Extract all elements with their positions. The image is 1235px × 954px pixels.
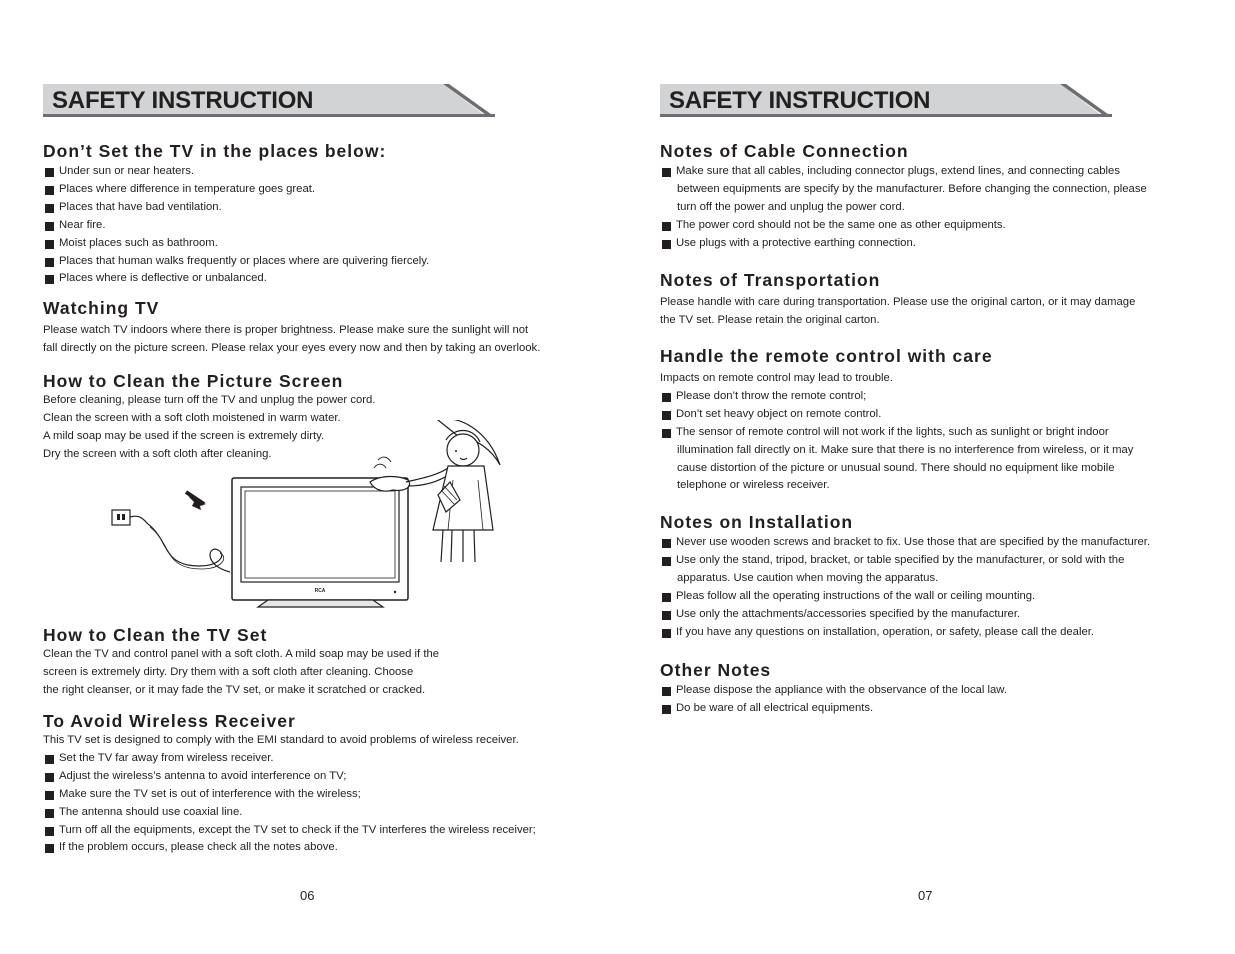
section-heading: Don’t Set the TV in the places below:	[43, 141, 387, 161]
wall-socket-icon	[112, 510, 148, 525]
installation-list	[660, 534, 1220, 641]
list-item: Make sure the TV set is out of interference with the wireless;	[43, 786, 603, 804]
places-list	[43, 163, 603, 288]
square-bullet-icon	[662, 168, 671, 177]
list-item: Turn off all the equipments, except the TV set to check if the TV interferes the wireless receiver;	[43, 822, 603, 840]
square-bullet-icon	[45, 791, 54, 800]
list-item: If you have any questions on installation, operation, or safety, please call the dealer.	[660, 624, 1220, 642]
body-text: Impacts on remote control may lead to trouble.	[660, 372, 893, 384]
section-heading: Notes of Cable Connection	[660, 141, 909, 161]
wireless-list	[43, 750, 603, 857]
body-text: Dry the screen with a soft cloth after cleaning.	[43, 447, 272, 460]
remote-section	[660, 345, 1220, 495]
tv-set	[232, 478, 408, 607]
list-item: Please dispose the appliance with the observance of the local law.	[660, 682, 1220, 700]
square-bullet-icon	[45, 258, 54, 267]
list-item: Use only the attachments/accessories specified by the manufacturer.	[660, 606, 1220, 624]
page-number: 06	[300, 888, 315, 903]
body-text: Please handle with care during transportation. Please use the original carton, or it may damage	[660, 296, 1136, 308]
list-item: Pleas follow all the operating instructions of the wall or ceiling mounting.	[660, 588, 1220, 606]
cable-section	[660, 140, 1220, 253]
square-bullet-icon	[662, 557, 671, 566]
banner-title: SAFETY INSTRUCTION	[669, 87, 931, 114]
list-item: Do be ware of all electrical equipments.	[660, 700, 1220, 718]
other-section	[660, 659, 1220, 718]
body-text: the TV set. Please retain the original carton.	[660, 313, 880, 326]
body-text: the right cleanser, or it may fade the TV set, or make it scratched or cracked.	[43, 683, 426, 696]
square-bullet-icon	[662, 222, 671, 231]
list-item: Use plugs with a protective earthing connection.	[660, 235, 1220, 253]
section-banner	[660, 84, 1115, 118]
section-heading: Notes of Transportation	[660, 270, 881, 290]
square-bullet-icon	[45, 844, 54, 853]
list-item: The sensor of remote control will not work if the lights, such as sunlight or bright indoor illumination fall directly on it. Make sure that there is no interference from wireless, or it may cause distortion of the picture or unusual sound. There should no equipment like mobile telephone or wireless receiver.	[660, 424, 1220, 496]
banner-title: SAFETY INSTRUCTION	[52, 87, 314, 114]
body-text: Before cleaning, please turn off the TV and unplug the power cord.	[43, 394, 376, 406]
list-item: Places that have bad ventilation.	[43, 199, 603, 217]
watching-section	[43, 297, 603, 358]
list-item: Set the TV far away from wireless receiver.	[43, 750, 603, 768]
clean-set-section	[43, 624, 603, 700]
list-item: Make sure that all cables, including connector plugs, extend lines, and connecting cables between equipments are specify by the manufacturer. Before changing the connection, please turn off the power and unplug the power cord.	[660, 163, 1220, 217]
list-item: Places where difference in temperature goes great.	[43, 181, 603, 199]
installation-section	[660, 511, 1220, 641]
section-heading: Handle the remote control with care	[660, 346, 993, 366]
wireless-section	[43, 710, 603, 857]
square-bullet-icon	[662, 539, 671, 548]
body-text: fall directly on the picture screen. Please relax your eyes every now and then by taking an overlook.	[43, 341, 541, 354]
transport-section	[660, 269, 1220, 330]
section-heading: Watching TV	[43, 298, 160, 318]
body-text: Clean the TV and control panel with a soft cloth. A mild soap may be used if the	[43, 648, 440, 660]
square-bullet-icon	[45, 240, 54, 249]
square-bullet-icon	[45, 186, 54, 195]
square-bullet-icon	[45, 168, 54, 177]
section-heading: Other Notes	[660, 660, 772, 680]
square-bullet-icon	[662, 705, 671, 714]
square-bullet-icon	[662, 629, 671, 638]
woman-figure	[406, 420, 500, 562]
list-item: Places where is deflective or unbalanced.	[43, 270, 603, 288]
section-heading: Notes on Installation	[660, 512, 854, 532]
body-text: Clean the screen with a soft cloth moistened in warm water.	[43, 411, 341, 424]
square-bullet-icon	[662, 611, 671, 620]
square-bullet-icon	[45, 222, 54, 231]
list-item: Please don’t throw the remote control;	[660, 388, 1220, 406]
power-cord	[148, 524, 230, 572]
square-bullet-icon	[662, 593, 671, 602]
square-bullet-icon	[662, 687, 671, 696]
list-item: Moist places such as bathroom.	[43, 235, 603, 253]
square-bullet-icon	[45, 755, 54, 764]
list-item: Don’t set heavy object on remote control.	[660, 406, 1220, 424]
section-heading: How to Clean the Picture Screen	[43, 371, 344, 391]
list-item: Adjust the wireless’s antenna to avoid interference on TV;	[43, 768, 603, 786]
section-banner	[43, 84, 498, 118]
cleaning-illustration	[108, 420, 508, 615]
square-bullet-icon	[45, 204, 54, 213]
body-text: Please watch TV indoors where there is proper brightness. Please make sure the sunlight will not	[43, 324, 529, 336]
cable-list	[660, 163, 1220, 253]
list-item: If the problem occurs, please check all the notes above.	[43, 839, 603, 857]
places-section	[43, 140, 603, 288]
list-item: Near fire.	[43, 217, 603, 235]
list-item: Under sun or near heaters.	[43, 163, 603, 181]
unplug-arrow-icon	[186, 492, 206, 510]
list-item: Use only the stand, tripod, bracket, or table specified by the manufacturer, or sold with the apparatus. Use caution when moving the apparatus.	[660, 552, 1220, 588]
square-bullet-icon	[662, 240, 671, 249]
square-bullet-icon	[45, 773, 54, 782]
square-bullet-icon	[45, 275, 54, 284]
other-list	[660, 682, 1220, 718]
remote-list	[660, 388, 1220, 495]
square-bullet-icon	[662, 393, 671, 402]
list-item: Never use wooden screws and bracket to fix. Use those that are specified by the manufacturer.	[660, 534, 1220, 552]
list-item: The power cord should not be the same one as other equipments.	[660, 217, 1220, 235]
body-text: screen is extremely dirty. Dry them with a soft cloth after cleaning. Choose	[43, 665, 414, 678]
body-text: This TV set is designed to comply with the EMI standard to avoid problems of wireless receiver.	[43, 734, 519, 746]
body-text: A mild soap may be used if the screen is extremely dirty.	[43, 429, 325, 442]
square-bullet-icon	[45, 827, 54, 836]
list-item: The antenna should use coaxial line.	[43, 804, 603, 822]
square-bullet-icon	[45, 809, 54, 818]
page-number: 07	[918, 888, 933, 903]
square-bullet-icon	[662, 429, 671, 438]
cleaning-cloth	[370, 476, 410, 491]
section-heading: To Avoid Wireless Receiver	[43, 711, 296, 731]
section-heading: How to Clean the TV Set	[43, 625, 268, 645]
list-item: Places that human walks frequently or places where are quivering fiercely.	[43, 253, 603, 271]
square-bullet-icon	[662, 411, 671, 420]
tv-brand-logo: RCA	[314, 588, 326, 594]
